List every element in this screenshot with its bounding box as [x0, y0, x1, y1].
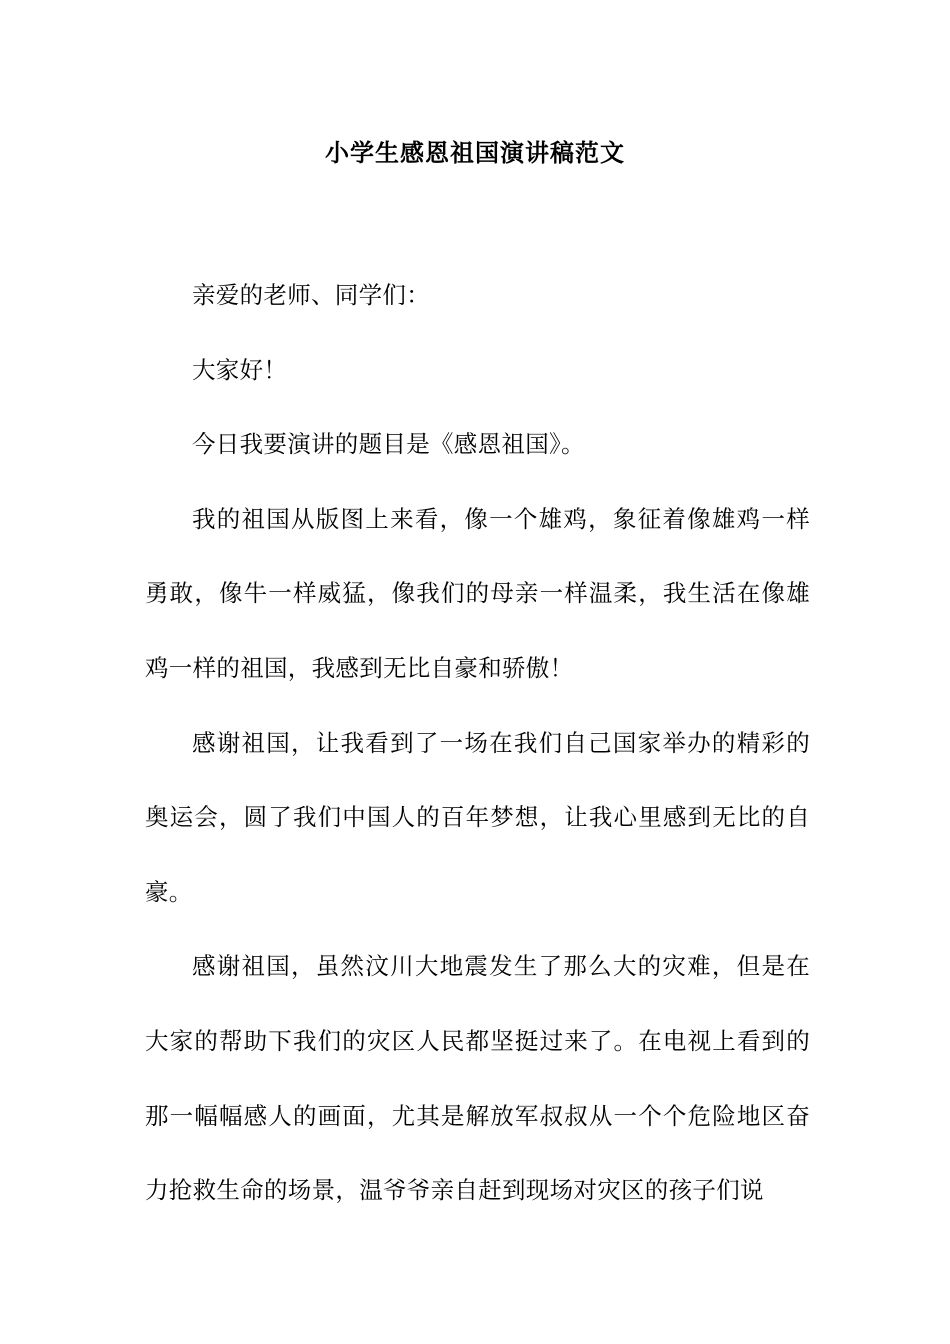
paragraph-motherland-shape: 我的祖国从版图上来看，像一个雄鸡，象征着像雄鸡一样勇敢，像牛一样威猛，像我们的母亲一样温柔，我生活在像雄鸡一样的祖国，我感到无比自豪和骄傲！ [145, 504, 810, 682]
paragraph-earthquake: 感谢祖国，虽然汶川大地震发生了那么大的灾难，但是在大家的帮助下我们的灾区人民都坚挺过来了。在电视上看到的那一幅幅感人的画面，尤其是解放军叔叔从一个个危险地区奋力抢救生命的场景，温爷爷亲自赶到现场对灾区的孩子们说 [145, 952, 810, 1205]
paragraph-salutation: 亲爱的老师、同学们： [192, 281, 430, 309]
paragraph-olympics: 感谢祖国，让我看到了一场在我们自己国家举办的精彩的奥运会，圆了我们中国人的百年梦想，让我心里感到无比的自豪。 [145, 728, 810, 906]
paragraph-greeting: 大家好！ [192, 355, 288, 384]
paragraph-topic: 今日我要演讲的题目是《感恩祖国》。 [192, 430, 585, 459]
document-body [145, 258, 810, 1228]
document-title: 小学生感恩祖国演讲稿范文 [325, 138, 625, 167]
